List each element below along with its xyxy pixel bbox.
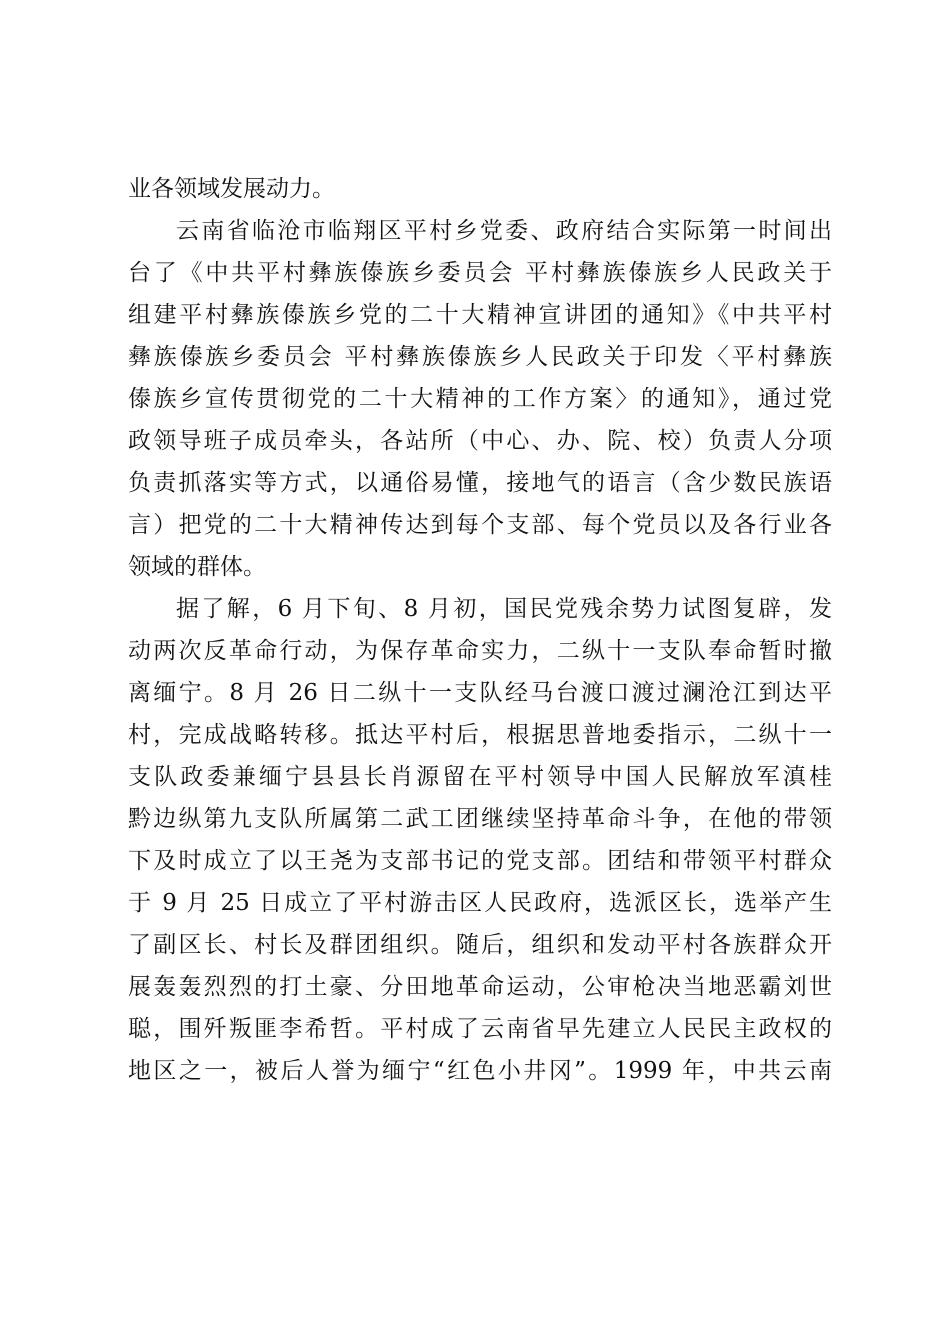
text-line: 地区之一，被后人誉为缅宁“红色小井冈”。1999 年，中共云南: [128, 1058, 832, 1084]
text-line: 展轰轰烈烈的打土豪、分田地革命运动，公审枪决当地恶霸刘世: [128, 974, 832, 1000]
text-line: 领域的群体。: [128, 554, 266, 580]
text-line: 负责抓落实等方式，以通俗易懂，接地气的语言（含少数民族语: [128, 470, 832, 496]
text-line: 于 9 月 25 日成立了平村游击区人民政府，选派区长，选举产生: [128, 890, 832, 916]
text-line: 言）把党的二十大精神传达到每个支部、每个党员以及各行业各: [128, 512, 832, 538]
text-line: 彝族傣族乡委员会 平村彝族傣族乡人民政关于印发〈平村彝族: [128, 344, 832, 370]
text-line: 支队政委兼缅宁县县长肖源留在平村领导中国人民解放军滇桂: [128, 764, 832, 790]
text-line: 动两次反革命行动，为保存革命实力，二纵十一支队奉命暂时撤: [128, 638, 832, 664]
text-line: 傣族乡宣传贯彻党的二十大精神的工作方案〉的通知》，通过党: [128, 386, 832, 412]
text-line: 离缅宁。8 月 26 日二纵十一支队经马台渡口渡过澜沧江到达平: [128, 680, 832, 706]
document-body: [128, 168, 832, 1092]
text-line: 了副区长、村长及群团组织。随后，组织和发动平村各族群众开: [128, 932, 832, 958]
text-line: 组建平村彝族傣族乡党的二十大精神宣讲团的通知》《中共平村: [128, 302, 832, 328]
text-line: 业各领域发展动力。: [128, 176, 335, 202]
paragraph-start-line: 据了解，6 月下旬、8 月初，国民党残余势力试图复辟，发: [176, 596, 832, 622]
text-line: 台了《中共平村彝族傣族乡委员会 平村彝族傣族乡人民政关于: [128, 260, 832, 286]
text-line: 聪，围歼叛匪李希哲。平村成了云南省早先建立人民民主政权的: [128, 1016, 832, 1042]
text-line: 政领导班子成员牵头，各站所（中心、办、院、校）负责人分项: [128, 428, 832, 454]
text-line: 村，完成战略转移。抵达平村后，根据思普地委指示，二纵十一: [128, 722, 832, 748]
text-line: 黔边纵第九支队所属第二武工团继续坚持革命斗争，在他的带领: [128, 806, 832, 832]
paragraph-start-line: 云南省临沧市临翔区平村乡党委、政府结合实际第一时间出: [176, 218, 832, 244]
text-line: 下及时成立了以王尧为支部书记的党支部。团结和带领平村群众: [128, 848, 832, 874]
